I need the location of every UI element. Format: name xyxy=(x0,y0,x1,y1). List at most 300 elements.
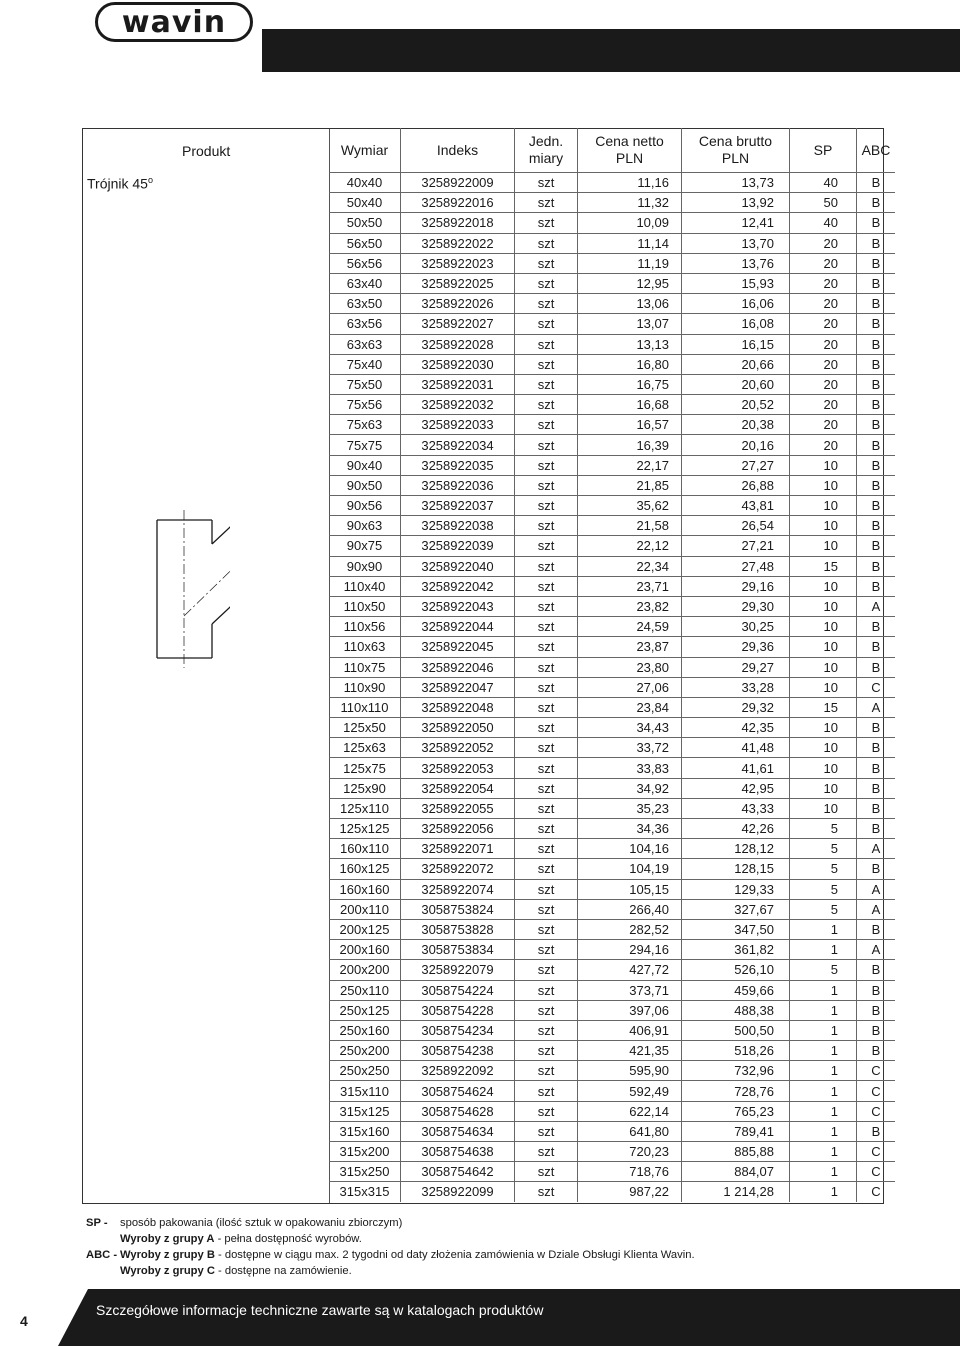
cell-sp: 1 xyxy=(790,1061,857,1081)
cell-abc: B xyxy=(857,455,896,475)
cell-wymiar: 315x160 xyxy=(329,1121,401,1141)
cell-jedn: szt xyxy=(515,1121,578,1141)
cell-cena-netto: 397,06 xyxy=(578,1000,682,1020)
cell-indeks: 3258922026 xyxy=(401,294,515,314)
note-group-b-label: Wyroby z grupy B xyxy=(120,1249,215,1261)
note-group-c xyxy=(86,1263,695,1279)
note-group-a xyxy=(86,1231,695,1247)
cell-sp: 5 xyxy=(790,879,857,899)
cell-abc: B xyxy=(857,435,896,455)
cell-jedn: szt xyxy=(515,253,578,273)
cell-indeks: 3258922053 xyxy=(401,758,515,778)
cell-indeks: 3258922035 xyxy=(401,455,515,475)
cell-jedn: szt xyxy=(515,657,578,677)
table-row xyxy=(329,193,895,213)
cell-cena-netto: 421,35 xyxy=(578,1041,682,1061)
cell-cena-brutto: 732,96 xyxy=(682,1061,790,1081)
cell-abc: B xyxy=(857,556,896,576)
cell-jedn: szt xyxy=(515,173,578,193)
cell-abc: B xyxy=(857,758,896,778)
cell-abc: B xyxy=(857,334,896,354)
cell-jedn: szt xyxy=(515,596,578,616)
cell-jedn: szt xyxy=(515,677,578,697)
cell-jedn: szt xyxy=(515,374,578,394)
cell-wymiar: 250x125 xyxy=(329,1000,401,1020)
cell-wymiar: 250x160 xyxy=(329,1020,401,1040)
cell-wymiar: 63x63 xyxy=(329,334,401,354)
cell-indeks: 3258922052 xyxy=(401,738,515,758)
cell-sp: 10 xyxy=(790,718,857,738)
cell-sp: 20 xyxy=(790,233,857,253)
cell-cena-brutto: 27,27 xyxy=(682,455,790,475)
cell-abc: B xyxy=(857,193,896,213)
table-row xyxy=(329,1182,895,1202)
cell-wymiar: 125x63 xyxy=(329,738,401,758)
table-row xyxy=(329,213,895,233)
cell-indeks: 3058754234 xyxy=(401,1020,515,1040)
note-sp-text: sposób pakowania (ilość sztuk w opakowaniu zbiorczym) xyxy=(120,1217,403,1229)
cell-indeks: 3258922074 xyxy=(401,879,515,899)
cell-cena-netto: 13,07 xyxy=(578,314,682,334)
cell-sp: 10 xyxy=(790,637,857,657)
cell-sp: 20 xyxy=(790,354,857,374)
cell-cena-brutto: 42,95 xyxy=(682,778,790,798)
cell-indeks: 3258922048 xyxy=(401,697,515,717)
cell-cena-brutto: 29,27 xyxy=(682,657,790,677)
cell-wymiar: 125x110 xyxy=(329,798,401,818)
cell-cena-netto: 21,58 xyxy=(578,516,682,536)
header-jedn xyxy=(515,128,578,173)
cell-sp: 40 xyxy=(790,213,857,233)
page-number: 4 xyxy=(20,1313,28,1329)
table-row xyxy=(329,940,895,960)
table-row xyxy=(329,435,895,455)
cell-wymiar: 200x160 xyxy=(329,940,401,960)
cell-abc: C xyxy=(857,1162,896,1182)
cell-sp: 20 xyxy=(790,374,857,394)
cell-cena-netto: 373,71 xyxy=(578,980,682,1000)
cell-indeks: 3258922092 xyxy=(401,1061,515,1081)
cell-abc: B xyxy=(857,919,896,939)
cell-cena-brutto: 42,26 xyxy=(682,819,790,839)
cell-jedn: szt xyxy=(515,314,578,334)
cell-cena-brutto: 42,35 xyxy=(682,718,790,738)
cell-abc: B xyxy=(857,233,896,253)
cell-wymiar: 200x125 xyxy=(329,919,401,939)
cell-abc: B xyxy=(857,778,896,798)
cell-cena-netto: 406,91 xyxy=(578,1020,682,1040)
cell-abc: B xyxy=(857,960,896,980)
cell-cena-netto: 104,16 xyxy=(578,839,682,859)
cell-jedn: szt xyxy=(515,516,578,536)
cell-jedn: szt xyxy=(515,859,578,879)
cell-sp: 20 xyxy=(790,314,857,334)
cell-cena-brutto: 13,70 xyxy=(682,233,790,253)
cell-indeks: 3058753828 xyxy=(401,919,515,939)
cell-sp: 10 xyxy=(790,617,857,637)
table-row xyxy=(329,980,895,1000)
cell-abc: B xyxy=(857,415,896,435)
cell-cena-brutto: 41,61 xyxy=(682,758,790,778)
cell-sp: 10 xyxy=(790,475,857,495)
cell-cena-brutto: 26,54 xyxy=(682,516,790,536)
note-group-a-label: Wyroby z grupy A xyxy=(120,1233,215,1245)
cell-abc: A xyxy=(857,899,896,919)
cell-cena-netto: 595,90 xyxy=(578,1061,682,1081)
header-brutto-line2: PLN xyxy=(721,150,750,166)
cell-wymiar: 90x75 xyxy=(329,536,401,556)
cell-wymiar: 90x63 xyxy=(329,516,401,536)
cell-jedn: szt xyxy=(515,960,578,980)
cell-sp: 20 xyxy=(790,395,857,415)
cell-jedn: szt xyxy=(515,940,578,960)
cell-wymiar: 250x250 xyxy=(329,1061,401,1081)
cell-abc: B xyxy=(857,395,896,415)
cell-cena-netto: 34,36 xyxy=(578,819,682,839)
cell-abc: A xyxy=(857,839,896,859)
cell-cena-netto: 33,83 xyxy=(578,758,682,778)
cell-cena-netto: 27,06 xyxy=(578,677,682,697)
cell-sp: 5 xyxy=(790,819,857,839)
cell-sp: 5 xyxy=(790,899,857,919)
cell-jedn: szt xyxy=(515,718,578,738)
table-row xyxy=(329,1142,895,1162)
cell-sp: 10 xyxy=(790,576,857,596)
table-row xyxy=(329,637,895,657)
cell-cena-brutto: 12,41 xyxy=(682,213,790,233)
cell-wymiar: 90x40 xyxy=(329,455,401,475)
cell-cena-netto: 16,75 xyxy=(578,374,682,394)
cell-abc: A xyxy=(857,697,896,717)
product-name-text: Trójnik 45 xyxy=(87,175,148,192)
cell-jedn: szt xyxy=(515,798,578,818)
cell-indeks: 3258922055 xyxy=(401,798,515,818)
cell-wymiar: 315x250 xyxy=(329,1162,401,1182)
table-row xyxy=(329,798,895,818)
cell-abc: B xyxy=(857,859,896,879)
cell-jedn: szt xyxy=(515,193,578,213)
cell-cena-netto: 12,95 xyxy=(578,273,682,293)
wavin-logo: wavin xyxy=(95,2,253,42)
cell-wymiar: 90x50 xyxy=(329,475,401,495)
cell-indeks: 3258922032 xyxy=(401,395,515,415)
table-row xyxy=(329,1081,895,1101)
cell-jedn: szt xyxy=(515,637,578,657)
cell-wymiar: 90x56 xyxy=(329,496,401,516)
cell-cena-netto: 11,19 xyxy=(578,253,682,273)
cell-wymiar: 250x200 xyxy=(329,1041,401,1061)
cell-cena-netto: 641,80 xyxy=(578,1121,682,1141)
cell-wymiar: 75x63 xyxy=(329,415,401,435)
note-group-a-text: - pełna dostępność wyrobów. xyxy=(214,1233,362,1245)
cell-cena-brutto: 526,10 xyxy=(682,960,790,980)
cell-sp: 1 xyxy=(790,940,857,960)
header-cena-netto xyxy=(578,128,682,173)
cell-wymiar: 56x56 xyxy=(329,253,401,273)
cell-cena-brutto: 20,16 xyxy=(682,435,790,455)
header-abc: ABC xyxy=(857,128,896,173)
cell-indeks: 3058754238 xyxy=(401,1041,515,1061)
cell-abc: A xyxy=(857,940,896,960)
cell-jedn: szt xyxy=(515,1000,578,1020)
cell-indeks: 3058754638 xyxy=(401,1142,515,1162)
cell-indeks: 3058753834 xyxy=(401,940,515,960)
note-group-b xyxy=(86,1247,695,1263)
cell-abc: A xyxy=(857,879,896,899)
cell-cena-brutto: 129,33 xyxy=(682,879,790,899)
cell-abc: B xyxy=(857,617,896,637)
cell-cena-brutto: 347,50 xyxy=(682,919,790,939)
header-wymiar: Wymiar xyxy=(340,141,389,158)
cell-wymiar: 125x50 xyxy=(329,718,401,738)
cell-indeks: 3258922023 xyxy=(401,253,515,273)
cell-indeks: 3258922044 xyxy=(401,617,515,637)
cell-sp: 1 xyxy=(790,980,857,1000)
cell-wymiar: 90x90 xyxy=(329,556,401,576)
cell-sp: 10 xyxy=(790,536,857,556)
cell-indeks: 3258922022 xyxy=(401,233,515,253)
cell-jedn: szt xyxy=(515,536,578,556)
cell-abc: B xyxy=(857,273,896,293)
cell-jedn: szt xyxy=(515,576,578,596)
cell-cena-netto: 11,16 xyxy=(578,173,682,193)
cell-wymiar: 75x56 xyxy=(329,395,401,415)
cell-cena-brutto: 500,50 xyxy=(682,1020,790,1040)
cell-indeks: 3258922099 xyxy=(401,1182,515,1202)
cell-cena-brutto: 26,88 xyxy=(682,475,790,495)
cell-cena-brutto: 29,32 xyxy=(682,697,790,717)
degree-sign: o xyxy=(147,175,153,185)
cell-cena-brutto: 13,73 xyxy=(682,173,790,193)
cell-sp: 10 xyxy=(790,738,857,758)
cell-cena-netto: 622,14 xyxy=(578,1101,682,1121)
cell-cena-brutto: 20,60 xyxy=(682,374,790,394)
cell-sp: 40 xyxy=(790,173,857,193)
cell-cena-brutto: 518,26 xyxy=(682,1041,790,1061)
header-produkt: Produkt xyxy=(182,143,231,159)
cell-wymiar: 110x75 xyxy=(329,657,401,677)
cell-jedn: szt xyxy=(515,1041,578,1061)
cell-sp: 20 xyxy=(790,273,857,293)
cell-jedn: szt xyxy=(515,617,578,637)
cell-sp: 20 xyxy=(790,435,857,455)
cell-wymiar: 160x160 xyxy=(329,879,401,899)
header-indeks: Indeks xyxy=(401,128,515,173)
cell-wymiar: 110x63 xyxy=(329,637,401,657)
cell-indeks: 3258922033 xyxy=(401,415,515,435)
table-row xyxy=(329,859,895,879)
cell-cena-netto: 16,80 xyxy=(578,354,682,374)
cell-sp: 1 xyxy=(790,1182,857,1202)
cell-cena-netto: 427,72 xyxy=(578,960,682,980)
cell-sp: 15 xyxy=(790,697,857,717)
cell-wymiar: 125x75 xyxy=(329,758,401,778)
table-row xyxy=(329,374,895,394)
cell-cena-netto: 34,43 xyxy=(578,718,682,738)
table-row xyxy=(329,677,895,697)
cell-abc: B xyxy=(857,1000,896,1020)
notes-section xyxy=(86,1215,695,1279)
cell-cena-netto: 16,39 xyxy=(578,435,682,455)
cell-jedn: szt xyxy=(515,273,578,293)
cell-cena-netto: 23,84 xyxy=(578,697,682,717)
table-row xyxy=(329,697,895,717)
table-row xyxy=(329,1061,895,1081)
table-header-row xyxy=(329,128,895,173)
cell-cena-brutto: 41,48 xyxy=(682,738,790,758)
cell-sp: 10 xyxy=(790,496,857,516)
cell-wymiar: 75x75 xyxy=(329,435,401,455)
cell-jedn: szt xyxy=(515,1162,578,1182)
cell-sp: 1 xyxy=(790,1121,857,1141)
cell-indeks: 3258922034 xyxy=(401,435,515,455)
table-row xyxy=(329,233,895,253)
table-row xyxy=(329,718,895,738)
table-row xyxy=(329,496,895,516)
cell-indeks: 3258922071 xyxy=(401,839,515,859)
cell-abc: A xyxy=(857,596,896,616)
cell-indeks: 3058754628 xyxy=(401,1101,515,1121)
table-row xyxy=(329,758,895,778)
cell-cena-netto: 22,17 xyxy=(578,455,682,475)
cell-cena-brutto: 789,41 xyxy=(682,1121,790,1141)
cell-cena-netto: 592,49 xyxy=(578,1081,682,1101)
table-row xyxy=(329,273,895,293)
table-row xyxy=(329,334,895,354)
cell-cena-brutto: 30,25 xyxy=(682,617,790,637)
cell-abc: B xyxy=(857,1121,896,1141)
cell-cena-netto: 34,92 xyxy=(578,778,682,798)
cell-cena-brutto: 128,15 xyxy=(682,859,790,879)
cell-sp: 1 xyxy=(790,1000,857,1020)
note-group-c-label: Wyroby z grupy C xyxy=(120,1265,215,1277)
cell-cena-brutto: 16,08 xyxy=(682,314,790,334)
cell-indeks: 3058754634 xyxy=(401,1121,515,1141)
cell-wymiar: 63x50 xyxy=(329,294,401,314)
cell-cena-brutto: 29,36 xyxy=(682,637,790,657)
cell-cena-netto: 266,40 xyxy=(578,899,682,919)
cell-sp: 10 xyxy=(790,778,857,798)
cell-cena-netto: 294,16 xyxy=(578,940,682,960)
cell-abc: B xyxy=(857,980,896,1000)
table-row xyxy=(329,455,895,475)
cell-wymiar: 63x40 xyxy=(329,273,401,293)
cell-sp: 10 xyxy=(790,455,857,475)
table-row xyxy=(329,395,895,415)
cell-wymiar: 315x110 xyxy=(329,1081,401,1101)
table-row xyxy=(329,314,895,334)
cell-sp: 1 xyxy=(790,1162,857,1182)
cell-cena-netto: 23,80 xyxy=(578,657,682,677)
cell-jedn: szt xyxy=(515,980,578,1000)
cell-jedn: szt xyxy=(515,354,578,374)
table-row xyxy=(329,778,895,798)
cell-cena-netto: 16,57 xyxy=(578,415,682,435)
cell-wymiar: 110x110 xyxy=(329,697,401,717)
table-row xyxy=(329,516,895,536)
cell-indeks: 3258922054 xyxy=(401,778,515,798)
cell-cena-brutto: 884,07 xyxy=(682,1162,790,1182)
header-netto-line2: PLN xyxy=(615,150,644,166)
cell-indeks: 3258922046 xyxy=(401,657,515,677)
cell-indeks: 3258922043 xyxy=(401,596,515,616)
cell-abc: B xyxy=(857,1041,896,1061)
header-jedn-line2: miary xyxy=(528,150,564,166)
header-brutto-line1: Cena brutto xyxy=(698,133,773,149)
header-bar xyxy=(0,0,960,72)
cell-sp: 20 xyxy=(790,334,857,354)
table-row xyxy=(329,879,895,899)
table-row xyxy=(329,819,895,839)
cell-jedn: szt xyxy=(515,919,578,939)
cell-indeks: 3258922016 xyxy=(401,193,515,213)
cell-abc: B xyxy=(857,173,896,193)
cell-sp: 1 xyxy=(790,1020,857,1040)
cell-sp: 15 xyxy=(790,556,857,576)
cell-sp: 10 xyxy=(790,758,857,778)
header-jedn-line1: Jedn. xyxy=(528,133,564,149)
cell-sp: 10 xyxy=(790,657,857,677)
cell-abc: C xyxy=(857,1081,896,1101)
cell-cena-brutto: 1 214,28 xyxy=(682,1182,790,1202)
cell-sp: 20 xyxy=(790,415,857,435)
cell-indeks: 3258922038 xyxy=(401,516,515,536)
cell-abc: B xyxy=(857,718,896,738)
cell-cena-netto: 23,71 xyxy=(578,576,682,596)
cell-cena-brutto: 128,12 xyxy=(682,839,790,859)
cell-sp: 1 xyxy=(790,919,857,939)
cell-indeks: 3258922009 xyxy=(401,173,515,193)
table-row xyxy=(329,596,895,616)
cell-sp: 1 xyxy=(790,1081,857,1101)
cell-indeks: 3058754224 xyxy=(401,980,515,1000)
cell-sp: 1 xyxy=(790,1142,857,1162)
cell-indeks: 3258922037 xyxy=(401,496,515,516)
cell-sp: 5 xyxy=(790,859,857,879)
cell-wymiar: 40x40 xyxy=(329,173,401,193)
cell-wymiar: 75x50 xyxy=(329,374,401,394)
table-row xyxy=(329,1020,895,1040)
cell-abc: B xyxy=(857,516,896,536)
cell-cena-brutto: 13,92 xyxy=(682,193,790,213)
cell-indeks: 3058754642 xyxy=(401,1162,515,1182)
cell-abc: C xyxy=(857,1142,896,1162)
cell-cena-brutto: 33,28 xyxy=(682,677,790,697)
cell-abc: B xyxy=(857,1020,896,1040)
cell-cena-netto: 11,14 xyxy=(578,233,682,253)
cell-wymiar: 110x50 xyxy=(329,596,401,616)
cell-abc: C xyxy=(857,1061,896,1081)
table-row xyxy=(329,899,895,919)
cell-jedn: szt xyxy=(515,899,578,919)
cell-cena-netto: 13,13 xyxy=(578,334,682,354)
cell-cena-netto: 11,32 xyxy=(578,193,682,213)
cell-cena-brutto: 13,76 xyxy=(682,253,790,273)
note-sp-key: SP - xyxy=(86,1217,108,1229)
cell-jedn: szt xyxy=(515,294,578,314)
cell-cena-brutto: 20,66 xyxy=(682,354,790,374)
cell-abc: B xyxy=(857,374,896,394)
cell-abc: B xyxy=(857,657,896,677)
cell-cena-brutto: 27,21 xyxy=(682,536,790,556)
product-name xyxy=(87,175,153,192)
cell-indeks: 3258922030 xyxy=(401,354,515,374)
cell-indeks: 3258922042 xyxy=(401,576,515,596)
cell-cena-brutto: 765,23 xyxy=(682,1101,790,1121)
table-row xyxy=(329,960,895,980)
cell-abc: B xyxy=(857,294,896,314)
table-row xyxy=(329,576,895,596)
